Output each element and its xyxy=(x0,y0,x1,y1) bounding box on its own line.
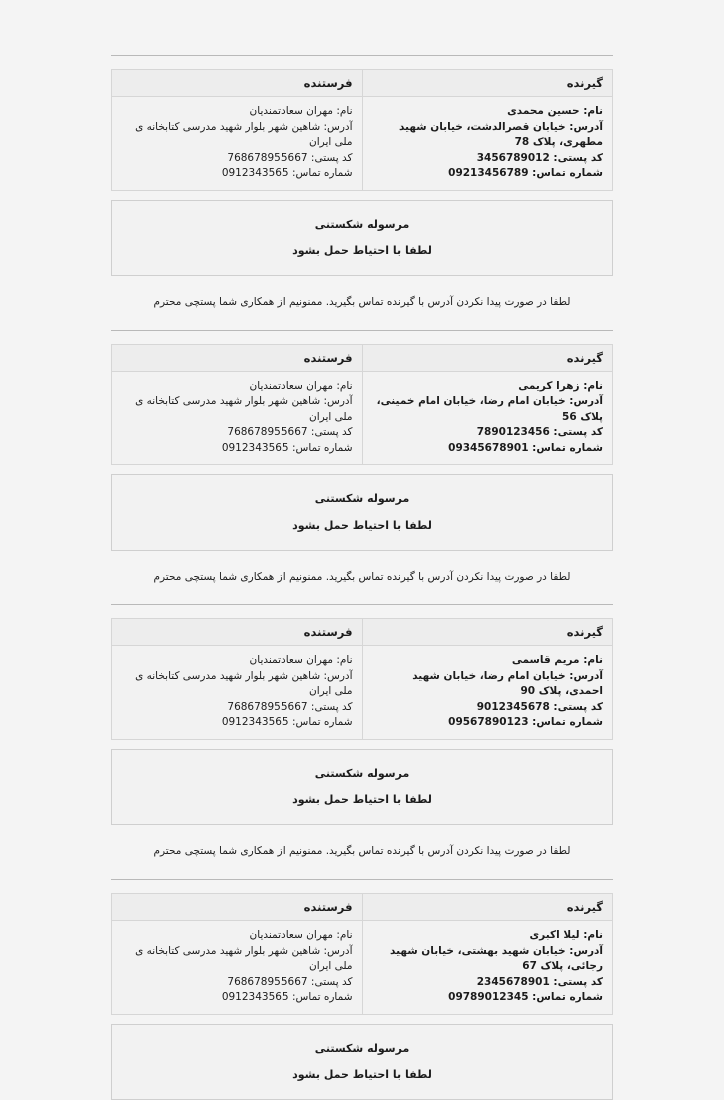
table-body-row-4 xyxy=(112,921,613,1015)
receiver-address-1: آدرس: خیابان قصرالدشت، خیابان شهید مطهری، پلاک 78 xyxy=(398,120,603,149)
sender-phone-2: شماره تماس: 0912343565 xyxy=(221,441,353,454)
receiver-name-1: نام: حسین محمدی xyxy=(507,105,603,117)
sender-name-3: نام: مهران سعادتمندیان xyxy=(249,654,353,667)
fragile-notice-box-4 xyxy=(111,1024,613,1100)
address-table-2 xyxy=(111,344,613,466)
sender-name-2: نام: مهران سعادتمندیان xyxy=(249,379,353,392)
receiver-postal-code-3: کد پستی: 9012345678 xyxy=(476,700,603,713)
table-body-row-2 xyxy=(112,371,613,465)
sender-phone-3: شماره تماس: 0912343565 xyxy=(221,716,353,729)
sender-cell-2 xyxy=(112,371,363,465)
sender-cell-3 xyxy=(112,646,363,740)
sender-postal-code-3: کد پستی: 768678955667 xyxy=(227,700,353,713)
address-table-3 xyxy=(111,618,613,740)
sender-postal-code-4: کد پستی: 768678955667 xyxy=(227,975,353,988)
sender-header-3: فرستنده xyxy=(112,619,363,646)
receiver-postal-code-4: کد پستی: 2345678901 xyxy=(476,975,603,988)
sender-phone-1: شماره تماس: 0912343565 xyxy=(221,167,353,180)
receiver-address-2: آدرس: خیابان امام رضا، خیابان امام خمینی، پلاک 56 xyxy=(376,395,603,423)
receiver-address-3: آدرس: خیابان امام رضا، خیابان شهید احمدی، پلاک 90 xyxy=(412,669,603,698)
sender-postal-code-2: کد پستی: 768678955667 xyxy=(227,426,353,439)
table-body-row-3 xyxy=(112,646,613,740)
receiver-name-2: نام: زهرا کریمی xyxy=(518,379,603,392)
fragile-notice-box-2 xyxy=(111,474,613,550)
sender-name-1: نام: مهران سعادتمندیان xyxy=(249,105,353,117)
table-body-row-1 xyxy=(112,97,613,191)
receiver-phone-1: شماره تماس: 09213456789 xyxy=(448,167,603,180)
table-header-row-4 xyxy=(112,894,613,921)
fragile-title-4: مرسوله شکستنی xyxy=(314,1041,410,1055)
fragile-title-3: مرسوله شکستنی xyxy=(314,767,410,780)
postman-note-1: لطفا در صورت پیدا نکردن آدرس با گیرنده تماس بگیرید. ممنونیم از همکاری شما پستچی محترم xyxy=(153,296,571,309)
postman-note-2: لطفا در صورت پیدا نکردن آدرس با گیرنده تماس بگیرید. ممنونیم از همکاری شما پستچی محترم xyxy=(153,570,571,583)
address-table-4 xyxy=(111,893,613,1015)
label-block-4 xyxy=(111,893,613,1100)
sender-header-2: فرستنده xyxy=(112,344,363,371)
receiver-postal-code-1: کد پستی: 3456789012 xyxy=(476,151,603,164)
receiver-cell-4 xyxy=(362,921,613,1015)
block-gap-1 xyxy=(111,56,613,69)
label-block-1 xyxy=(111,69,613,330)
table-header-row-1 xyxy=(112,70,613,97)
table-header-row-3 xyxy=(112,619,613,646)
sender-header-4: فرستنده xyxy=(112,894,363,921)
receiver-header-3: گیرنده xyxy=(362,619,613,646)
postman-note-3: لطفا در صورت پیدا نکردن آدرس با گیرنده تماس بگیرید. ممنونیم از همکاری شما پستچی محترم xyxy=(153,845,571,858)
fragile-notice-box-3 xyxy=(111,749,613,825)
receiver-address-4: آدرس: خیابان شهید بهشتی، خیابان شهید رجائی، پلاک 67 xyxy=(390,944,603,973)
sender-address-4: آدرس: شاهین شهر بلوار شهید مدرسی کتابخانه ی ملی ایران xyxy=(135,944,353,973)
receiver-phone-3: شماره تماس: 09567890123 xyxy=(448,716,603,729)
receiver-phone-4: شماره تماس: 09789012345 xyxy=(448,991,603,1004)
receiver-phone-2: شماره تماس: 09345678901 xyxy=(448,441,603,454)
receiver-header-2: گیرنده xyxy=(362,344,613,371)
block-gap-4 xyxy=(111,880,613,893)
receiver-header-1: گیرنده xyxy=(362,70,613,97)
fragile-title-2: مرسوله شکستنی xyxy=(314,492,410,506)
label-block-3 xyxy=(111,618,613,879)
sender-address-2: آدرس: شاهین شهر بلوار شهید مدرسی کتابخانه ی ملی ایران xyxy=(135,395,353,423)
receiver-name-4: نام: لیلا اکبری xyxy=(529,929,603,942)
receiver-cell-2 xyxy=(362,371,613,465)
fragile-title-1: مرسوله شکستنی xyxy=(314,217,410,231)
sender-name-4: نام: مهران سعادتمندیان xyxy=(249,929,353,942)
receiver-name-3: نام: مریم قاسمی xyxy=(511,654,603,667)
sender-postal-code-1: کد پستی: 768678955667 xyxy=(227,151,353,164)
label-block-2 xyxy=(111,344,613,605)
block-gap-2 xyxy=(111,331,613,344)
sender-cell-4 xyxy=(112,921,363,1015)
fragile-subtitle-2: لطفا با احتیاط حمل بشود xyxy=(292,518,432,532)
sender-phone-4: شماره تماس: 0912343565 xyxy=(221,991,353,1004)
fragile-subtitle-4: لطفا با احتیاط حمل بشود xyxy=(292,1067,432,1081)
receiver-cell-3 xyxy=(362,646,613,740)
receiver-cell-1 xyxy=(362,97,613,191)
sender-cell-1 xyxy=(112,97,363,191)
receiver-header-4: گیرنده xyxy=(362,894,613,921)
fragile-notice-box-1 xyxy=(111,200,613,276)
fragile-subtitle-1: لطفا با احتیاط حمل بشود xyxy=(292,243,432,257)
label-sheet xyxy=(111,0,613,1100)
receiver-postal-code-2: کد پستی: 7890123456 xyxy=(476,426,603,439)
table-header-row-2 xyxy=(112,344,613,371)
fragile-subtitle-3: لطفا با احتیاط حمل بشود xyxy=(292,793,432,807)
sender-address-3: آدرس: شاهین شهر بلوار شهید مدرسی کتابخانه ی ملی ایران xyxy=(135,669,353,698)
block-gap-3 xyxy=(111,605,613,618)
address-table-1 xyxy=(111,69,613,191)
sender-address-1: آدرس: شاهین شهر بلوار شهید مدرسی کتابخانه ی ملی ایران xyxy=(135,120,353,149)
sender-header-1: فرستنده xyxy=(112,70,363,97)
